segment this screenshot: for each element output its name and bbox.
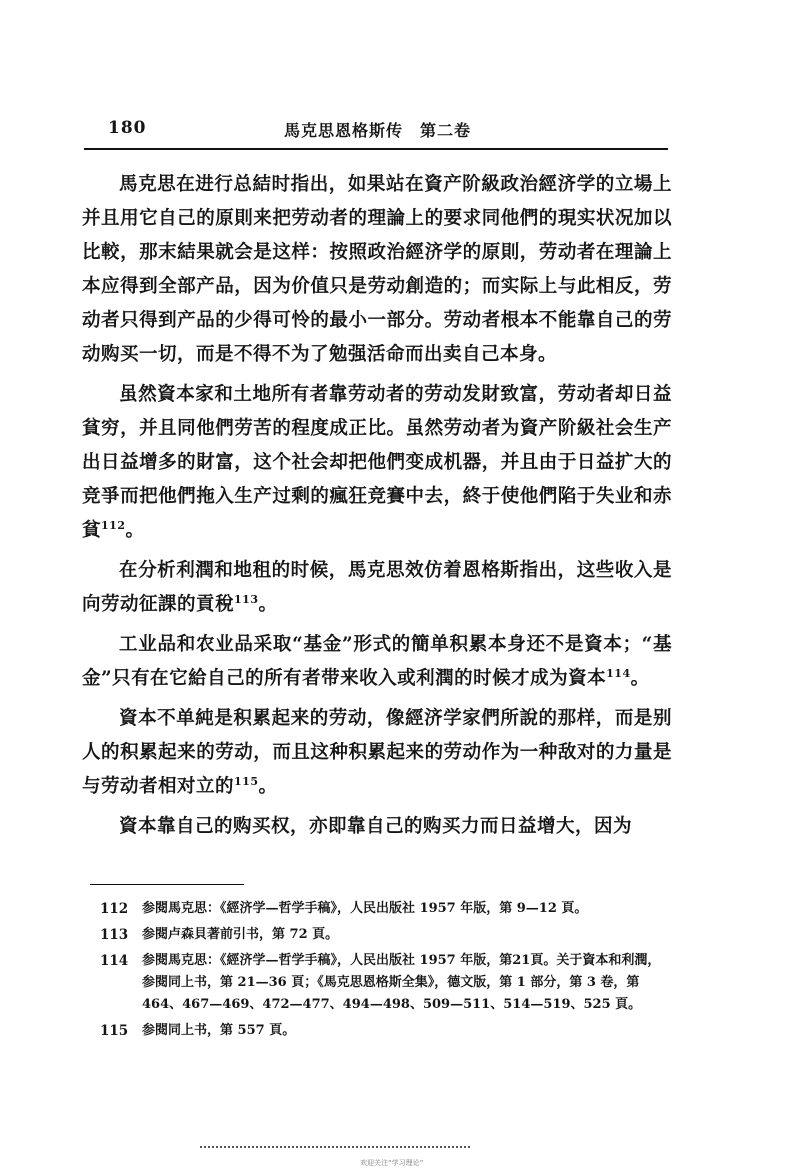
paragraph-text: 馬克思在进行总結时指出，如果站在資产阶級政治經济学的立場上并且用它自己的原則来把劳动者的理論上的要求同他們的現实状况加以比較，那末結果就会是这样：按照政治經济学的原則，劳动者在理論上本应得到全部产品，因为价值只是劳动創造的；而实际上与此相反，劳动者只得到产品的少得可怜的最小一部分。劳动者根本不能靠自己的劳动购买一切，而是不得不为了勉强活命而出卖自己本身。 <box>82 174 672 365</box>
footnote-reference[interactable]: 114 <box>606 666 631 680</box>
footnote-number: 113 <box>100 927 129 943</box>
footnote-reference[interactable]: 115 <box>234 774 259 788</box>
footnote-text: 参閱馬克思：《經济学—哲学手稿》，人民出版社 1957 年版，第 9—12 頁。 <box>142 901 588 916</box>
paragraph <box>82 378 672 548</box>
footnote-reference[interactable]: 112 <box>101 518 126 532</box>
page-number: 180 <box>108 118 147 138</box>
paragraph <box>82 168 672 372</box>
footnote-number: 115 <box>100 1023 129 1039</box>
footnote-reference[interactable]: 113 <box>234 592 259 606</box>
footnote-text: 参閱同上书，第 557 頁。 <box>142 1023 296 1038</box>
paragraph <box>82 554 672 622</box>
footnote <box>100 924 670 946</box>
footnote-rule <box>90 884 244 885</box>
footnote-text: 参閱卢森貝著前引书，第 72 頁。 <box>142 927 339 942</box>
paragraph-text: 資本靠自己的购买权，亦即靠自己的购买力而日益增大，因为 <box>119 816 633 837</box>
paragraph-text: 資本不单純是积累起来的劳动，像經济学家們所說的那样，而是别人的积累起来的劳动，而且这种积累起来的劳动作为一种敌对的力量是与劳动者相对立的 <box>82 708 672 797</box>
paragraph-text: 虽然資本家和土地所有者靠劳动者的劳动发財致富，劳动者却日益貧穷，并且同他們劳苦的程度成正比。虽然劳动者为資产阶級社会生产出日益增多的財富，这个社会却把他們变成机器，并且由于日益扩大的竞爭而把他們拖入生产过剩的瘋狂竞賽中去，終于使他們陷于失业和赤貧 <box>82 384 672 541</box>
paragraph-text: 工业品和农业品采取“基金”形式的簡单积累本身还不是資本；“基金”只有在它給自己的所有者带来收入或利潤的时候才成为資本 <box>82 634 672 689</box>
paragraph-tail: 。 <box>258 776 278 797</box>
footnote <box>100 1020 670 1042</box>
paragraph <box>82 628 672 696</box>
footnote-text: 参閱馬克思：《經济学—哲学手稿》，人民出版社 1957 年版，第21頁。关于資本和利潤，参閱同上书，第 21—36 頁；《馬克思恩格斯全集》，德文版，第 1 部分，第 3 卷，第 464、467—469、472—477、494—498、509—511、514—519、525 頁。 <box>142 953 661 1012</box>
paragraph <box>82 702 672 804</box>
watermark: 欢迎关注“学习理论” <box>360 1159 424 1167</box>
footnotes <box>100 898 670 1046</box>
page-header <box>84 118 662 142</box>
footnote-number: 112 <box>100 901 129 917</box>
paragraph-tail: 。 <box>258 594 278 615</box>
scan-edge-dots <box>200 1146 470 1148</box>
header-rule <box>84 148 668 150</box>
running-title: 馬克思恩格斯传 第二卷 <box>284 121 472 140</box>
body-text <box>82 168 672 850</box>
paragraph <box>82 810 672 844</box>
paragraph-tail: 。 <box>630 668 650 689</box>
footnote <box>100 898 670 920</box>
footnote-number: 114 <box>100 953 129 969</box>
paragraph-tail: 。 <box>125 520 145 541</box>
footnote <box>100 950 670 1016</box>
paragraph-text: 在分析利潤和地租的时候，馬克思效仿着恩格斯指出，这些收入是向劳动征課的貢稅 <box>82 560 672 615</box>
